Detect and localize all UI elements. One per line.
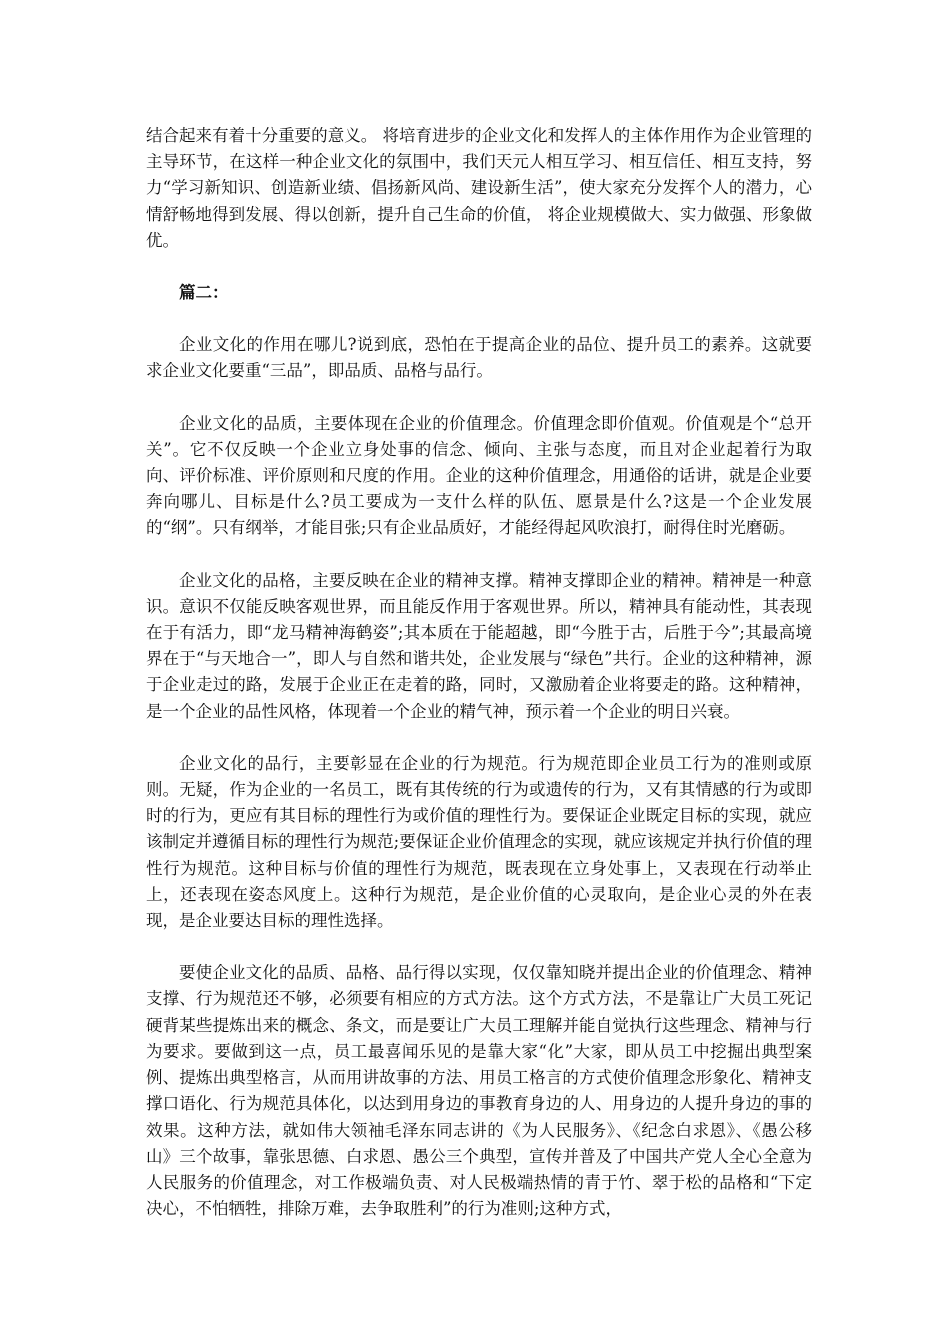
document-page (146, 123, 812, 1248)
paragraph-1: 企业文化的作用在哪儿?说到底，恐怕在于提高企业的品位、提升员工的素养。这就要求企业文化要重“三品”，即品质、品格与品行。 (146, 335, 812, 381)
section-heading: 篇二： (179, 283, 229, 303)
paragraph-2: 企业文化的品质，主要体现在企业的价值理念。价值理念即价值观。价值观是个“总开关”。它不仅反映一个企业立身处事的信念、倾向、主张与态度，而且对企业起着行为取向、评价标准、评价原则和尺度的作用。企业的这种价值理念，用通俗的话讲，就是企业要奔向哪儿、目标是什么?员工要成为一支什么样的队伍、愿景是什么?这是一个企业发展的“纲”。只有纲举，才能目张;只有企业品质好，才能经得起风吹浪打，耐得住时光磨砺。 (146, 413, 812, 538)
paragraph-4: 企业文化的品行，主要彰显在企业的行为规范。行为规范即企业员工行为的准则或原则。无疑，作为企业的一名员工，既有其传统的行为或遗传的行为，又有其情感的行为或即时的行为，更应有其目标的理性行为或价值的理性行为。要保证企业既定目标的实现，就应该制定并遵循目标的理性行为规范;要保证企业价值理念的实现，就应该规定并执行价值的理性行为规范。这种目标与价值的理性行为规范，既表现在立身处事上，又表现在行动举止上，还表现在姿态风度上。这种行为规范，是企业价值的心灵取向，是企业心灵的外在表现，是企业要达目标的理性选择。 (146, 753, 812, 931)
paragraph-3: 企业文化的品格，主要反映在企业的精神支撑。精神支撑即企业的精神。精神是一种意识。意识不仅能反映客观世界，而且能反作用于客观世界。所以，精神具有能动性，其表现在于有活力，即“龙马精神海鹤姿”;其本质在于能超越，即“今胜于古，后胜于今”;其最高境界在于“与天地合一”，即人与自然和谐共处，企业发展与“绿色”共行。企业的这种精神，源于企业走过的路，发展于企业正在走着的路，同时，又激励着企业将要走的路。这种精神，是一个企业的品性风格，体现着一个企业的精气神，预示着一个企业的明日兴衰。 (146, 570, 813, 721)
paragraph-5: 要使企业文化的品质、品格、品行得以实现，仅仅靠知晓并提出企业的价值理念、精神支撑、行为规范还不够，必须要有相应的方式方法。这个方式方法，不是靠让广大员工死记硬背某些提炼出来的概念、条文，而是要让广大员工理解并能自觉执行这些理念、精神与行为要求。要做到这一点，员工最喜闻乐见的是靠大家“化”大家，即从员工中挖掘出典型案例、提炼出典型格言，从而用讲故事的方法、用员工格言的方式使价值理念形象化、精神支撑口语化、行为规范具体化，以达到用身边的事教育身边的人、用身边的人提升身边的事的效果。这种方法，就如伟大领袖毛泽东同志讲的《为人民服务》、《纪念白求恩》、《愚公移山》三个故事，靠张思德、白求恩、愚公三个典型，宣传并普及了中国共产党人全心全意为人民服务的价值理念，对工作极端负责、对人民极端热情的青于竹、翠于松的品格和“下定决心，不怕牺牲，排除万难，去争取胜利”的行为准则;这种方式， (146, 963, 812, 1219)
intro-paragraph: 结合起来有着十分重要的意义。 将培育进步的企业文化和发挥人的主体作用作为企业管理的主导环节，在这样一种企业文化的氛围中，我们天元人相互学习、相互信任、相互支持，努力“学习新知识、创造新业绩、倡扬新风尚、建设新生活”，使大家充分发挥个人的潜力，心情舒畅地得到发展、得以创新，提升自己生命的价值， 将企业规模做大、实力做强、形象做优。 (146, 126, 812, 250)
